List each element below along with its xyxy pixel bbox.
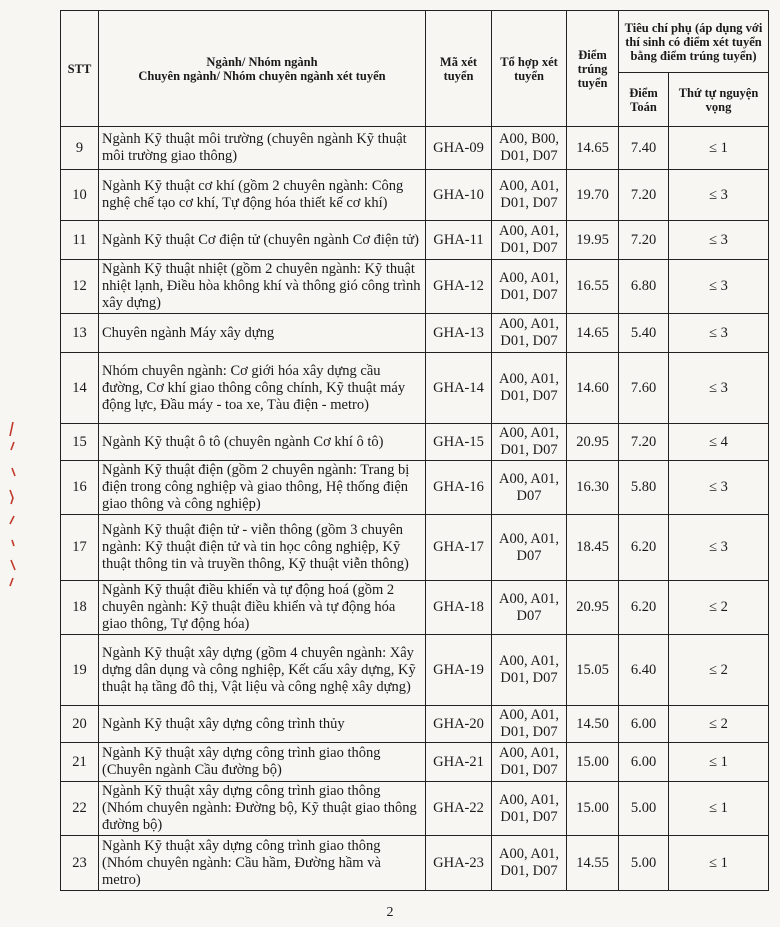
row-math-score: 6.20 (619, 581, 669, 635)
row-code: GHA-22 (426, 782, 492, 836)
row-code: GHA-21 (426, 743, 492, 782)
row-code: GHA-17 (426, 515, 492, 581)
row-score: 15.05 (567, 635, 619, 706)
admission-score-table (60, 10, 769, 891)
row-combo: A00, A01, D01, D07 (492, 836, 567, 891)
header-major (99, 11, 426, 127)
row-major-name: Ngành Kỹ thuật Cơ điện tử (chuyên ngành Cơ điện tử) (99, 221, 426, 260)
row-score: 14.65 (567, 314, 619, 353)
row-score: 18.45 (567, 515, 619, 581)
row-score: 14.50 (567, 706, 619, 743)
row-combo: A00, A01, D01, D07 (492, 314, 567, 353)
row-score: 14.55 (567, 836, 619, 891)
table-row (61, 424, 769, 461)
header-major-line2: Chuyên ngành/ Nhóm chuyên ngành xét tuyển (138, 68, 386, 83)
row-priority: ≤ 1 (669, 836, 769, 891)
margin-signature-mark (4, 420, 22, 590)
row-priority: ≤ 3 (669, 461, 769, 515)
row-major-name: Ngành Kỹ thuật môi trường (chuyên ngành Kỹ thuật môi trường giao thông) (99, 127, 426, 170)
table-row (61, 706, 769, 743)
table-row (61, 127, 769, 170)
row-code: GHA-12 (426, 260, 492, 314)
row-stt: 17 (61, 515, 99, 581)
row-code: GHA-10 (426, 170, 492, 221)
row-code: GHA-19 (426, 635, 492, 706)
row-priority: ≤ 1 (669, 743, 769, 782)
row-code: GHA-09 (426, 127, 492, 170)
row-math-score: 6.00 (619, 743, 669, 782)
row-priority: ≤ 1 (669, 127, 769, 170)
row-code: GHA-14 (426, 353, 492, 424)
row-stt: 23 (61, 836, 99, 891)
row-priority: ≤ 3 (669, 221, 769, 260)
header-combo: Tổ hợp xét tuyển (492, 11, 567, 127)
row-stt: 22 (61, 782, 99, 836)
header-score: Điểm trúng tuyển (567, 11, 619, 127)
row-stt: 18 (61, 581, 99, 635)
table-row (61, 515, 769, 581)
row-priority: ≤ 2 (669, 635, 769, 706)
row-priority: ≤ 4 (669, 424, 769, 461)
row-combo: A00, A01, D07 (492, 461, 567, 515)
row-major-name: Ngành Kỹ thuật điện tử - viễn thông (gồm 3 chuyên ngành: Kỹ thuật điện tử và tin học công nghiệp, Kỹ thuật thông tin và truyền thông, Kỹ thuật viễn thông) (99, 515, 426, 581)
row-major-name: Ngành Kỹ thuật xây dựng công trình giao thông (Nhóm chuyên ngành: Đường bộ, Kỹ thuật giao thông đường bộ) (99, 782, 426, 836)
table-body (61, 127, 769, 891)
row-combo: A00, A01, D01, D07 (492, 635, 567, 706)
table-row (61, 314, 769, 353)
row-major-name: Ngành Kỹ thuật xây dựng công trình giao thông (Nhóm chuyên ngành: Cầu hầm, Đường hầm và metro) (99, 836, 426, 891)
row-stt: 13 (61, 314, 99, 353)
row-math-score: 7.20 (619, 170, 669, 221)
row-code: GHA-18 (426, 581, 492, 635)
row-combo: A00, A01, D01, D07 (492, 706, 567, 743)
row-stt: 12 (61, 260, 99, 314)
table-row (61, 782, 769, 836)
row-math-score: 5.80 (619, 461, 669, 515)
row-code: GHA-11 (426, 221, 492, 260)
row-major-name: Chuyên ngành Máy xây dựng (99, 314, 426, 353)
row-priority: ≤ 1 (669, 782, 769, 836)
page-number: 2 (386, 905, 394, 920)
table-row (61, 635, 769, 706)
row-score: 15.00 (567, 743, 619, 782)
row-priority: ≤ 3 (669, 314, 769, 353)
row-score: 20.95 (567, 424, 619, 461)
row-priority: ≤ 2 (669, 706, 769, 743)
row-major-name: Ngành Kỹ thuật ô tô (chuyên ngành Cơ khí ô tô) (99, 424, 426, 461)
row-code: GHA-23 (426, 836, 492, 891)
row-major-name: Ngành Kỹ thuật xây dựng công trình giao thông (Chuyên ngành Cầu đường bộ) (99, 743, 426, 782)
table-row (61, 170, 769, 221)
row-stt: 19 (61, 635, 99, 706)
row-combo: A00, A01, D07 (492, 581, 567, 635)
row-math-score: 7.20 (619, 424, 669, 461)
table-row (61, 581, 769, 635)
row-priority: ≤ 3 (669, 353, 769, 424)
row-math-score: 5.40 (619, 314, 669, 353)
row-major-name: Ngành Kỹ thuật nhiệt (gồm 2 chuyên ngành: Kỹ thuật nhiệt lạnh, Điều hòa không khí và thông gió công trình xây dựng) (99, 260, 426, 314)
row-score: 19.70 (567, 170, 619, 221)
row-priority: ≤ 3 (669, 170, 769, 221)
row-major-name: Nhóm chuyên ngành: Cơ giới hóa xây dựng cầu đường, Cơ khí giao thông công chính, Kỹ thuật máy động lực, Đầu máy - toa xe, Tàu điện - metro) (99, 353, 426, 424)
row-math-score: 5.00 (619, 836, 669, 891)
row-code: GHA-20 (426, 706, 492, 743)
table-row (61, 461, 769, 515)
row-math-score: 7.60 (619, 353, 669, 424)
row-combo: A00, A01, D01, D07 (492, 221, 567, 260)
row-math-score: 7.20 (619, 221, 669, 260)
row-stt: 21 (61, 743, 99, 782)
row-combo: A00, B00, D01, D07 (492, 127, 567, 170)
row-score: 14.65 (567, 127, 619, 170)
row-math-score: 6.40 (619, 635, 669, 706)
row-priority: ≤ 3 (669, 260, 769, 314)
table-row (61, 353, 769, 424)
header-major-line1: Ngành/ Nhóm ngành (206, 54, 318, 69)
row-major-name: Ngành Kỹ thuật điều khiển và tự động hoá (gồm 2 chuyên ngành: Kỹ thuật điều khiển và tự động hóa giao thông, Tự động hóa) (99, 581, 426, 635)
row-combo: A00, A01, D01, D07 (492, 782, 567, 836)
row-score: 20.95 (567, 581, 619, 635)
row-combo: A00, A01, D07 (492, 515, 567, 581)
row-math-score: 6.80 (619, 260, 669, 314)
row-score: 14.60 (567, 353, 619, 424)
row-major-name: Ngành Kỹ thuật xây dựng (gồm 4 chuyên ngành: Xây dựng dân dụng và công nghiệp, Kết cấu xây dựng, Kỹ thuật hạ tầng đô thị, Vật liệu và công nghệ xây dựng) (99, 635, 426, 706)
table-row (61, 836, 769, 891)
row-stt: 14 (61, 353, 99, 424)
row-major-name: Ngành Kỹ thuật điện (gồm 2 chuyên ngành: Trang bị điện trong công nghiệp và giao thông, Hệ thống điện giao thông và công nghiệp) (99, 461, 426, 515)
row-major-name: Ngành Kỹ thuật cơ khí (gồm 2 chuyên ngành: Công nghệ chế tạo cơ khí, Tự động hóa thiết kế cơ khí) (99, 170, 426, 221)
row-math-score: 5.00 (619, 782, 669, 836)
header-criteria: Tiêu chí phụ (áp dụng với thí sinh có điểm xét tuyển bằng điểm trúng tuyển) (619, 11, 769, 73)
row-code: GHA-15 (426, 424, 492, 461)
row-stt: 20 (61, 706, 99, 743)
row-combo: A00, A01, D01, D07 (492, 743, 567, 782)
table-row (61, 260, 769, 314)
header-math: Điểm Toán (619, 73, 669, 127)
row-combo: A00, A01, D01, D07 (492, 170, 567, 221)
row-code: GHA-16 (426, 461, 492, 515)
row-major-name: Ngành Kỹ thuật xây dựng công trình thủy (99, 706, 426, 743)
row-combo: A00, A01, D01, D07 (492, 353, 567, 424)
row-stt: 15 (61, 424, 99, 461)
header-code: Mã xét tuyển (426, 11, 492, 127)
row-math-score: 6.00 (619, 706, 669, 743)
row-priority: ≤ 2 (669, 581, 769, 635)
row-stt: 10 (61, 170, 99, 221)
row-math-score: 6.20 (619, 515, 669, 581)
row-combo: A00, A01, D01, D07 (492, 260, 567, 314)
row-code: GHA-13 (426, 314, 492, 353)
row-score: 16.30 (567, 461, 619, 515)
header-priority: Thứ tự nguyện vọng (669, 73, 769, 127)
row-score: 16.55 (567, 260, 619, 314)
row-combo: A00, A01, D01, D07 (492, 424, 567, 461)
row-score: 19.95 (567, 221, 619, 260)
row-math-score: 7.40 (619, 127, 669, 170)
row-stt: 11 (61, 221, 99, 260)
row-stt: 9 (61, 127, 99, 170)
row-score: 15.00 (567, 782, 619, 836)
header-stt: STT (61, 11, 99, 127)
table-row (61, 743, 769, 782)
table-row (61, 221, 769, 260)
row-priority: ≤ 3 (669, 515, 769, 581)
row-stt: 16 (61, 461, 99, 515)
